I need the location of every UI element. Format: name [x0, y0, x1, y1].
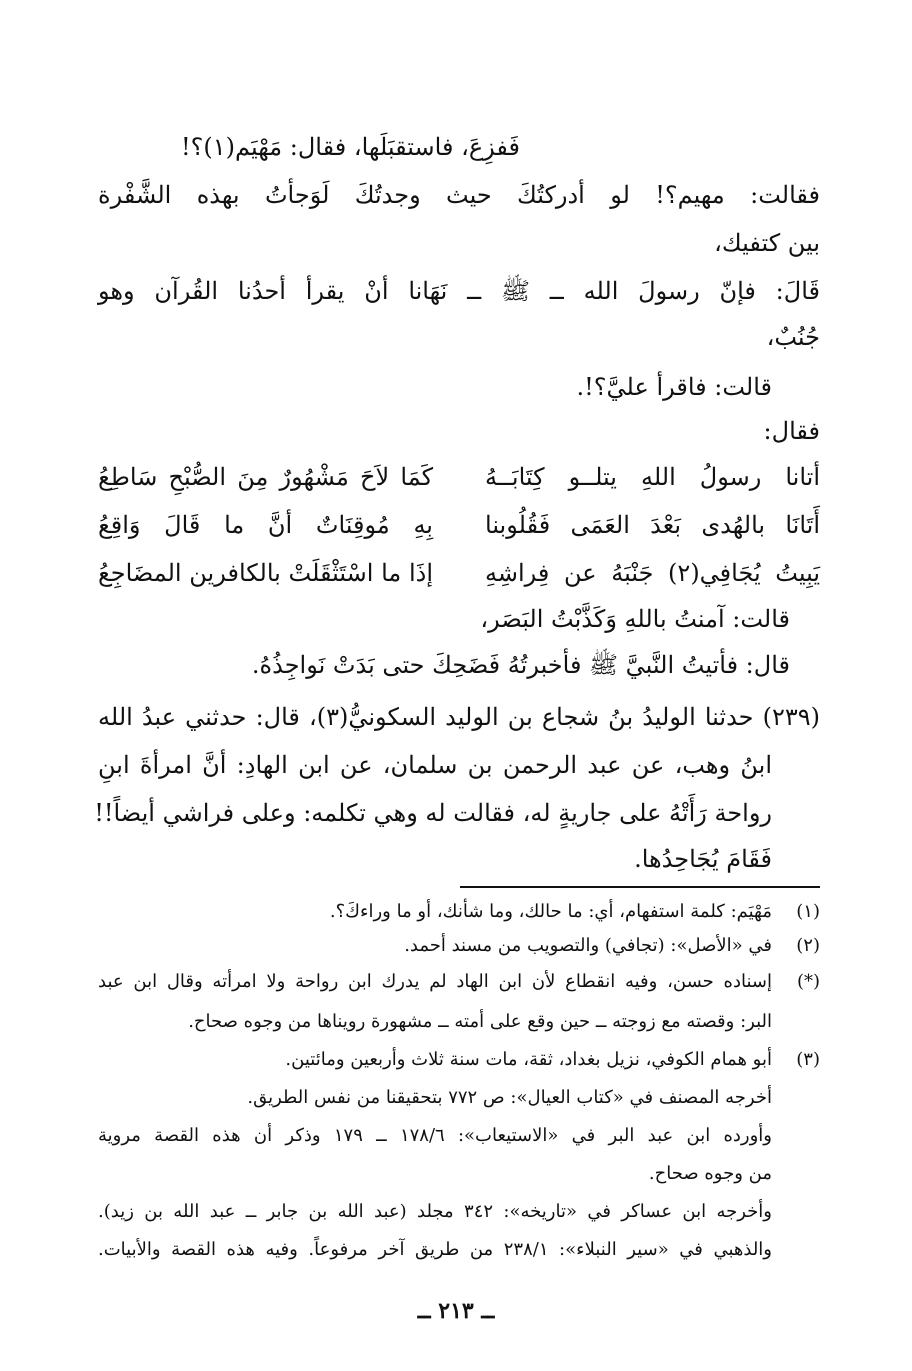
- footnote-2: [98, 932, 820, 960]
- verse-3-first-hemistich: يَبِيتُ يُجَافِي(٢) جَنْبَهُ عن فِراشِهِ: [485, 559, 821, 587]
- footnote-star: [98, 968, 820, 996]
- footnote-2-number: (٢): [796, 935, 820, 956]
- page-number: ــ ٢١٣ ــ: [417, 1298, 495, 1324]
- verse-1-first-hemistich: أتانا رسولُ اللهِ يتلــو كِتَابَــهُ: [485, 463, 820, 491]
- body-line-1: فَفزِعَ، فاستقبَلَها، فقال: مَهْيَم(١)؟!: [181, 133, 520, 161]
- footnote-3-extra-5: [98, 1236, 820, 1264]
- footnote-3-extra-3: [98, 1160, 820, 1188]
- footnote-1: [98, 898, 820, 926]
- footnote-star-text-2: البر: وقصته مع زوجته ــ حين وقع على أمته ــ مشهورة رويناها من وجوه صحاح.: [188, 1011, 772, 1032]
- hadith-line-1: (٢٣٩) حدثنا الوليدُ بنُ شجاع بن الوليد السكونيُّ(٣)، قال: حدثني عبدُ الله: [98, 703, 821, 731]
- footnote-3-extra-4-text: وأخرجه ابن عساكر في «تاريخه»: ٣٤٢ مجلد (عبد الله بن جابر ــ عبد الله بن زيد).: [98, 1201, 772, 1222]
- hadith-line-3: رواحة رَأَتْهُ على جاريةٍ له، فقالت له وهي تكلمه: وعلى فراشي أيضاً!!: [94, 799, 772, 827]
- footnote-3-extra-2: [98, 1122, 820, 1150]
- body-line-2: فقالت: مهيم؟! لو أدركتُكَ حيث وجدتُكَ لَوَجأتُ بهذه الشَّفْرة: [98, 181, 820, 209]
- footnote-star-cont: [98, 1008, 820, 1036]
- footnote-star-text-1: إسناده حسن، وفيه انقطاع لأن ابن الهاد لم يدرك ابن رواحة ولا امرأته وقال ابن عبد: [98, 971, 772, 992]
- verse-3-second-hemistich: إذَا ما اسْتَثْقَلَتْ بالكافرين المضَاجِعُ: [98, 559, 433, 587]
- verse-3: [98, 556, 820, 590]
- footnote-3-extra-4: [98, 1198, 820, 1226]
- footnote-3-extra-1: [98, 1084, 820, 1112]
- footnote-3: [98, 1046, 820, 1074]
- footnote-3-number: (٣): [796, 1049, 820, 1070]
- verse-2-second-hemistich: بِهِ مُوقِنَاتٌ أنَّ ما قَالَ وَاقِعُ: [98, 511, 433, 539]
- footnote-1-text: مَهْيَم: كلمة استفهام، أي: ما حالك، وما شأنك، أو ما وراءكَ؟.: [329, 901, 772, 922]
- verse-1: [98, 460, 820, 494]
- footnote-separator: [460, 886, 820, 888]
- footnote-star-number: (*): [796, 971, 820, 992]
- verse-2-first-hemistich: أَتَانَا بالهُدى بَعْدَ العَمَى فَقُلُوبنا: [485, 511, 820, 539]
- body-line-5: جُنُبٌ،: [766, 323, 820, 351]
- body-line-7: فقال:: [763, 417, 820, 445]
- body-line-8: قالت: آمنتُ باللهِ وَكَذَّبْتُ البَصَر،: [480, 605, 790, 633]
- footnote-3-extra-3-text: من وجوه صحاح.: [648, 1163, 772, 1184]
- verse-1-second-hemistich: كَمَا لاَحَ مَشْهُورٌ مِنَ الصُّبْحِ سَاطِعُ: [98, 463, 433, 491]
- body-line-3: بين كتفيك،: [714, 229, 820, 257]
- footnote-3-text: أبو همام الكوفي، نزيل بغداد، ثقة، مات سنة ثلاث وأربعين ومائتين.: [285, 1049, 772, 1070]
- verse-2: [98, 508, 820, 542]
- body-line-6: قالت: فاقرأ عليَّ؟!.: [576, 373, 772, 401]
- body-line-4: قَالَ: فإنّ رسولَ الله ــ ﷺ ــ نَهَانا أنْ يقرأ أحدُنا القُرآن وهو: [98, 277, 820, 305]
- footnote-1-number: (١): [796, 901, 820, 922]
- footnote-2-text: في «الأصل»: (تجافي) والتصويب من مسند أحمد.: [404, 935, 772, 956]
- hadith-line-4: فَقَامَ يُجَاحِدُها.: [634, 845, 772, 873]
- footnote-3-extra-5-text: والذهبي في «سير النبلاء»: ٢٣٨/١ من طريق آخر مرفوعاً. وفيه هذه القصة والأبيات.: [98, 1239, 772, 1260]
- body-line-9: قال: فأتيتُ النَّبيَّ ﷺ فأخبرتُهُ فَضَحِكَ حتى بَدَتْ نَواجِذُهُ.: [251, 651, 790, 679]
- hadith-line-2: ابنُ وهب، عن عبد الرحمن بن سلمان، عن ابن الهادِ: أنَّ امرأةَ ابنِ: [98, 751, 772, 779]
- footnote-3-extra-1-text: أخرجه المصنف في «كتاب العيال»: ص ٧٧٢ بتحقيقنا من نفس الطريق.: [247, 1087, 772, 1108]
- footnote-3-extra-2-text: وأورده ابن عبد البر في «الاستيعاب»: ١٧٨/٦ ــ ١٧٩ وذكر أن هذه القصة مروية: [98, 1125, 773, 1146]
